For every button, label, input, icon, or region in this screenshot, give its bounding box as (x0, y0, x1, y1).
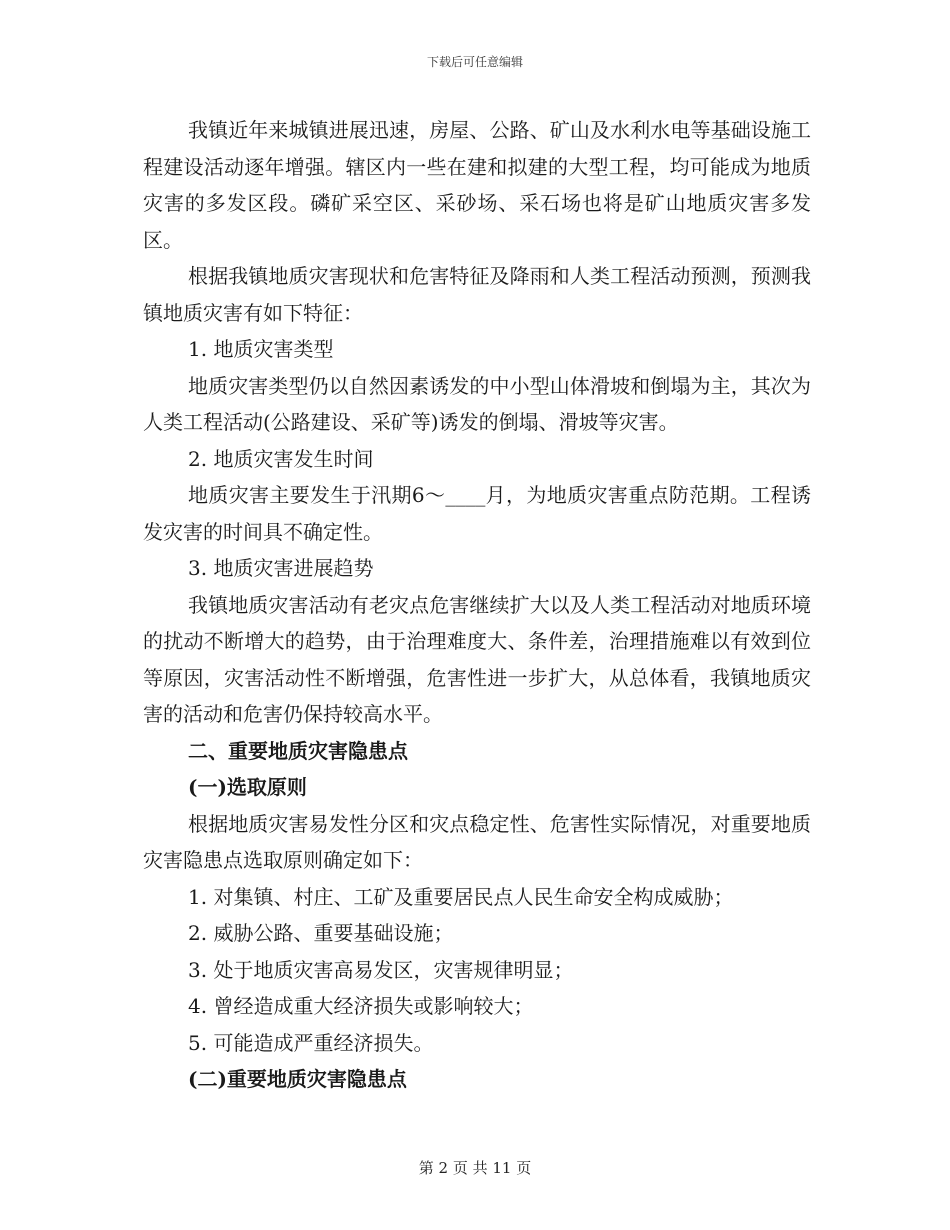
paragraph: 地质灾害类型仍以自然因素诱发的中小型山体滑坡和倒塌为主，其次为人类工程活动(公路建设、采矿等)诱发的倒塌、滑坡等灾害。 (143, 373, 811, 434)
list-item: 3. 处于地质灾害高易发区，灾害规律明显； (188, 957, 574, 982)
section-heading: 二、重要地质灾害隐患点 (188, 738, 408, 763)
list-item: 4. 曾经造成重大经济损失或影响较大； (188, 994, 534, 1018)
paragraph: 我镇近年来城镇进展迅速，房屋、公路、矿山及水利水电等基础设施工程建设活动逐年增强。辖区内一些在建和拟建的大型工程，均可能成为地质灾害的多发区段。磷矿采空区、采砂场、采石场也将是矿山地质灾害多发区。 (143, 118, 811, 252)
list-item: 2. 威胁公路、重要基础设施； (188, 921, 454, 945)
document-body (143, 112, 811, 1098)
page-footer: 第 2 页 共 11 页 (418, 1159, 532, 1177)
paragraph: 根据我镇地质灾害现状和危害特征及降雨和人类工程活动预测，预测我镇地质灾害有如下特征： (143, 264, 811, 325)
list-item: 5. 可能造成严重经济损失。 (188, 1030, 434, 1055)
list-item: 1. 对集镇、村庄、工矿及重要居民点人民生命安全构成威胁； (188, 884, 734, 909)
paragraph: 根据地质灾害易发性分区和灾点稳定性、危害性实际情况，对重要地质灾害隐患点选取原则确定如下： (143, 811, 811, 872)
subsection-heading: (二)重要地质灾害隐患点 (188, 1067, 407, 1091)
list-item: 3. 地质灾害进展趋势 (188, 556, 374, 580)
list-item: 1. 地质灾害类型 (188, 337, 334, 361)
subsection-heading: (一)选取原则 (188, 775, 307, 799)
paragraph: 地质灾害主要发生于汛期6～____月，为地质灾害重点防范期。工程诱发灾害的时间具不确定性。 (143, 483, 811, 544)
list-item: 2. 地质灾害发生时间 (188, 446, 374, 471)
paragraph: 我镇地质灾害活动有老灾点危害继续扩大以及人类工程活动对地质环境的扰动不断增大的趋势，由于治理难度大、条件差，治理措施难以有效到位等原因，灾害活动性不断增强，危害性进一步扩大，从总体看，我镇地质灾害的活动和危害仍保持较高水平。 (143, 592, 811, 726)
page-header: 下载后可任意编辑 (426, 55, 523, 69)
